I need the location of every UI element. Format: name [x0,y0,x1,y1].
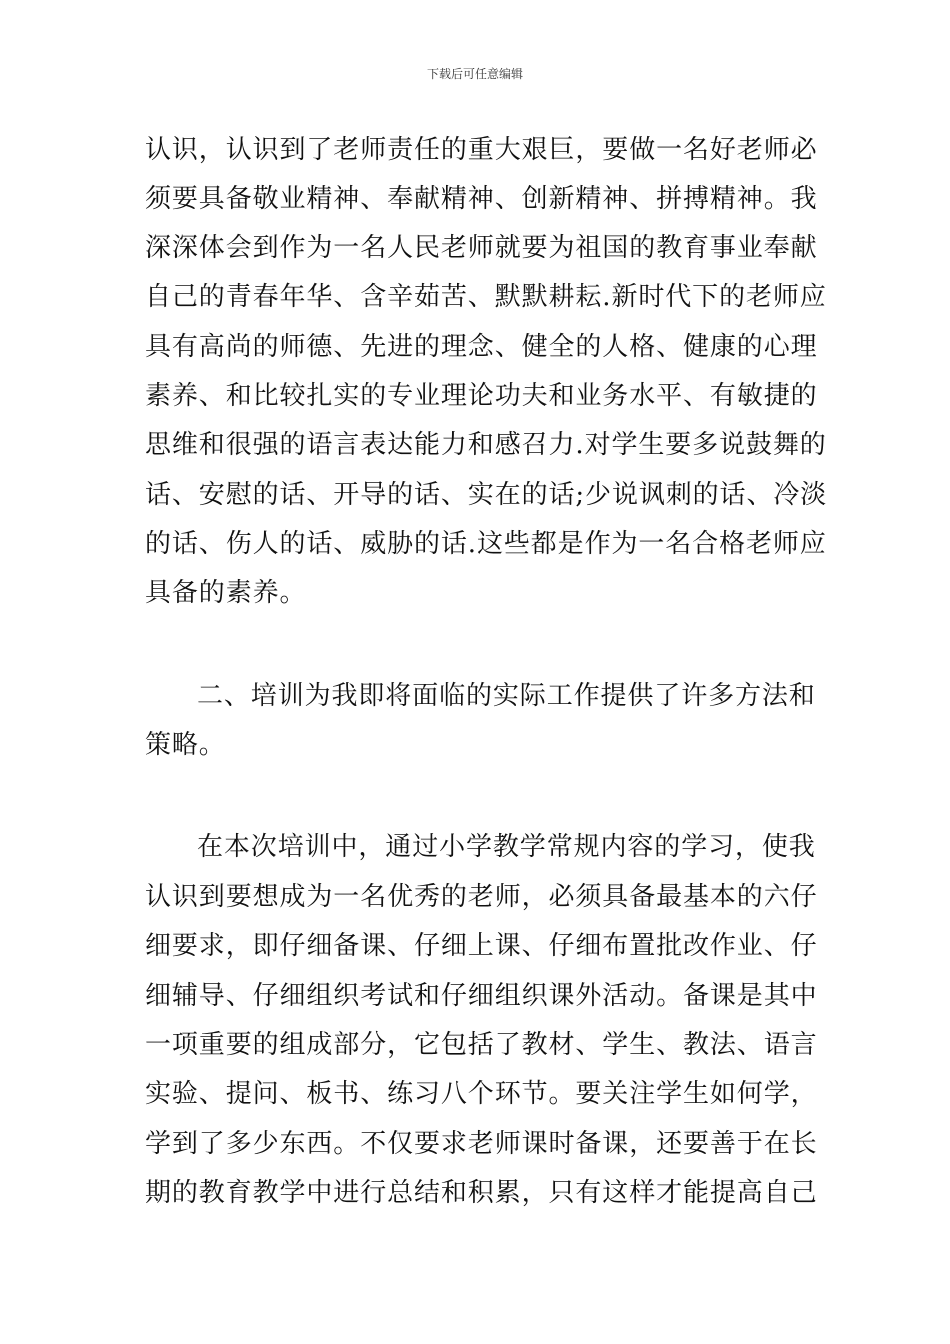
paragraph-3-line-3: 细要求，即仔细备课、仔细上课、仔细布置批改作业、仔 [145,931,818,961]
paragraph-3-line-1: 在本次培训中，通过小学教学常规内容的学习，使我 [197,832,816,862]
paragraph-1-line-6: 素养、和比较扎实的专业理论功夫和业务水平、有敏捷的 [145,381,818,411]
paragraph-1-line-1: 认识，认识到了老师责任的重大艰巨，要做一名好老师必 [145,135,818,165]
paragraph-1-line-9: 的话、伤人的话、威胁的话.这些都是作为一名合格老师应 [145,529,827,559]
paragraph-3-line-5: 一项重要的组成部分，它包括了教材、学生、教法、语言 [145,1030,818,1060]
paragraph-1-line-5: 具有高尚的师德、先进的理念、健全的人格、健康的心理 [145,332,818,362]
paragraph-1-line-8: 话、安慰的话、开导的话、实在的话;少说讽刺的话、冷淡 [145,480,828,510]
page-header: 下载后可任意编辑 [426,67,523,81]
paragraph-3-line-7: 学到了多少东西。不仅要求老师课时备课，还要善于在长 [145,1129,818,1159]
paragraph-1-line-10: 具备的素养。 [145,578,307,608]
paragraph-1-line-4: 自己的青春年华、含辛茹苦、默默耕耘.新时代下的老师应 [145,282,827,312]
section-heading-line-1: 二、培训为我即将面临的实际工作提供了许多方法和 [197,681,816,711]
paragraph-1-line-3: 深深体会到作为一名人民老师就要为祖国的教育事业奉献 [145,233,818,263]
paragraph-1-line-2: 须要具备敬业精神、奉献精神、创新精神、拼搏精神。我 [145,184,818,214]
section-heading-line-2: 策略。 [145,730,226,760]
paragraph-1-line-7: 思维和很强的语言表达能力和感召力.对学生要多说鼓舞的 [145,430,827,460]
paragraph-3-line-8: 期的教育教学中进行总结和积累，只有这样才能提高自己 [145,1178,818,1208]
paragraph-3-line-2: 认识到要想成为一名优秀的老师，必须具备最基本的六仔 [145,882,818,912]
paragraph-3-line-4: 细辅导、仔细组织考试和仔细组织课外活动。备课是其中 [145,981,818,1011]
paragraph-3-line-6: 实验、提问、板书、练习八个环节。要关注学生如何学， [145,1079,818,1109]
